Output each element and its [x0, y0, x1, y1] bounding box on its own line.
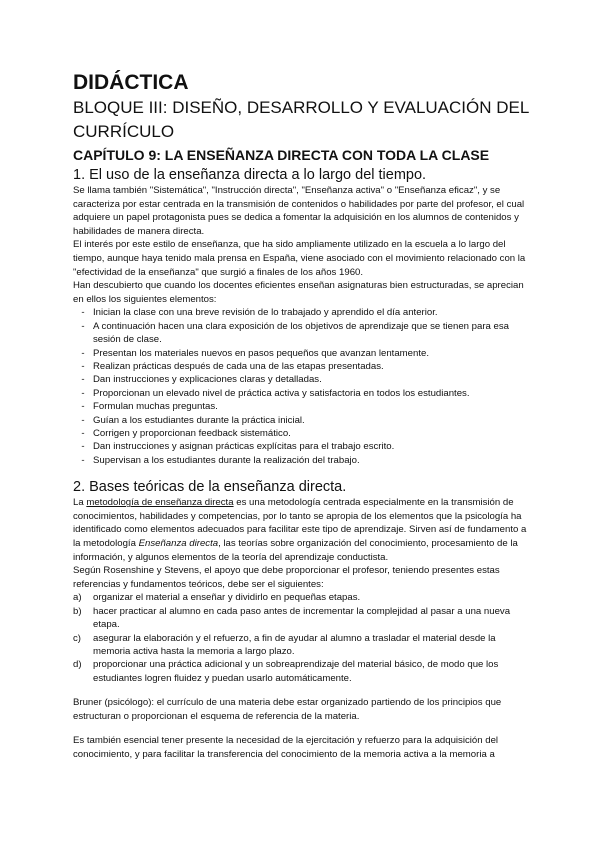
- letter-marker: c): [73, 632, 81, 644]
- section1-paragraph-3: Han descubierto que cuando los docentes eficientes enseñan asignaturas bien estructuradas, se aprecian en ellos los siguientes elementos:: [73, 280, 524, 305]
- section2-paragraph-3: Bruner (psicólogo): el currículo de una materia debe estar organizado partiendo de los principios que estructuran o proporcionan el esquema de referencia de la materia.: [73, 697, 502, 722]
- section2-paragraph-2: Según Rosenshine y Stevens, el apoyo que debe proporcionar el profesor, teniendo presentes estas referencias y fundamentos teóricos, debe ser el siguientes:: [73, 565, 500, 590]
- document-page: [73, 70, 533, 762]
- list-item-text: Dan instrucciones y asignan prácticas explícitas para el trabajo escrito.: [93, 441, 395, 453]
- elements-list: [73, 306, 533, 467]
- list-item: [81, 454, 533, 467]
- text-run: , las teorías sobre organización del conocimiento, procesamiento de la información, y algunos elementos de la teoría del aprendizaje conductista.: [73, 538, 518, 563]
- list-item-text: Inician la clase con una breve revisión de lo trabajado y aprendido el día anterior.: [93, 307, 438, 319]
- list-item: [81, 373, 533, 386]
- list-item: [81, 347, 533, 360]
- list-item-text: Realizan prácticas después de cada una de las etapas presentadas.: [93, 360, 384, 372]
- document-title: DIDÁCTICA: [73, 71, 189, 94]
- dash-marker: -: [81, 414, 85, 426]
- dash-marker: -: [81, 360, 85, 372]
- list-item-text: Presentan los materiales nuevos en pasos pequeños que avanzan lentamente.: [93, 347, 430, 359]
- block-heading: BLOQUE III: DISEÑO, DESARROLLO Y EVALUACIÓN DEL CURRÍCULO: [73, 98, 529, 141]
- dash-marker: -: [81, 401, 85, 413]
- letter-marker: a): [73, 592, 82, 604]
- list-item: [73, 605, 533, 632]
- dash-marker: -: [81, 441, 85, 453]
- list-item: [73, 658, 533, 685]
- list-item: [81, 387, 533, 400]
- section1-paragraph-2: El interés por este estilo de enseñanza, que ha sido ampliamente utilizado en la escuela a lo largo del tiempo, aunque haya tenido mala prensa en España, viene asociado con el movimiento relacionado con la "efectividad de la enseñanza" que surgió a finales de los años 1960.: [73, 239, 526, 278]
- dash-marker: -: [81, 428, 85, 439]
- list-item-text: proporcionar una práctica adicional y un sobreaprendizaje del material básico, de modo que los estudiantes logren fluidez y puedan usarlo automáticamente.: [93, 659, 499, 684]
- list-item: [81, 440, 533, 453]
- dash-marker: -: [81, 320, 85, 332]
- dash-marker: -: [81, 307, 85, 319]
- dash-marker: -: [81, 387, 85, 399]
- list-item-text: Supervisan a los estudiantes durante la realización del trabajo.: [93, 454, 360, 466]
- dash-marker: -: [81, 347, 85, 359]
- chapter-heading: CAPÍTULO 9: LA ENSEÑANZA DIRECTA CON TODA LA CLASE: [73, 147, 490, 163]
- list-item: [73, 591, 533, 604]
- list-item-text: Corrigen y proporcionan feedback sistemático.: [93, 428, 291, 439]
- list-item-text: Guían a los estudiantes durante la práctica inicial.: [93, 414, 305, 426]
- text-run: La: [73, 497, 87, 509]
- section2-paragraph-4: Es también esencial tener presente la necesidad de la ejercitación y refuerzo para la adquisición del conocimiento, y para facilitar la transferencia del conocimiento de la memoria activa a la memoria a: [73, 735, 499, 760]
- section2-heading: 2. Bases teóricas de la enseñanza directa.: [73, 479, 347, 496]
- list-item: [73, 632, 533, 659]
- text-run: es una metodología centrada especialmente en la transmisión de conocimientos, habilidades y competencias, por lo tanto se apropia de los elementos que la psicología ha identificado como elementos adecuados para facilitar este tipo de aprendizaje. Sirven así de fundamento a la metodología: [73, 497, 527, 549]
- list-item: [81, 360, 533, 373]
- list-item: [81, 320, 533, 347]
- list-item-text: asegurar la elaboración y el refuerzo, a fin de ayudar al alumno a trasladar el material desde la memoria activa hasta la memoria a largo plazo.: [93, 632, 496, 657]
- list-item-text: Dan instrucciones y explicaciones claras y detalladas.: [93, 374, 322, 386]
- list-item-text: Proporcionan un elevado nivel de práctica activa y satisfactoria en todos los estudiantes.: [93, 387, 470, 399]
- support-list: [73, 591, 533, 685]
- list-item: [81, 400, 533, 413]
- list-item-text: organizar el material a enseñar y dividirlo en pequeñas etapas.: [93, 592, 361, 604]
- section1-heading: 1. El uso de la enseñanza directa a lo largo del tiempo.: [73, 167, 427, 183]
- list-item: [81, 414, 533, 427]
- list-item-text: hacer practicar al alumno en cada paso antes de incrementar la complejidad al pasar a una nueva etapa.: [93, 605, 511, 631]
- underlined-term: metodología de enseñanza directa: [86, 497, 234, 509]
- italic-term: Enseñanza directa: [138, 538, 219, 549]
- section1-paragraph-1: Se llama también "Sistemática", "Instrucción directa", "Enseñanza activa" o "Enseñanza eficaz", y se caracteriza por estar centrada en la transmisión de contenidos o habilidades por parte del profesor, el cual adquiere un papel protagonista pues se dedica a fomentar la adquisición en los alumnos de contenidos y habilidades de manera directa.: [73, 185, 525, 237]
- dash-marker: -: [81, 374, 85, 386]
- section2-paragraph-1: [73, 496, 533, 564]
- list-item: [81, 427, 533, 440]
- list-item: [81, 306, 533, 319]
- dash-marker: -: [81, 454, 85, 466]
- list-item-text: A continuación hacen una clara exposición de los objetivos de aprendizaje que se tienen para esa sesión de clase.: [93, 320, 510, 346]
- list-item-text: Formulan muchas preguntas.: [93, 401, 218, 413]
- letter-marker: d): [73, 659, 82, 671]
- letter-marker: b): [73, 605, 82, 617]
